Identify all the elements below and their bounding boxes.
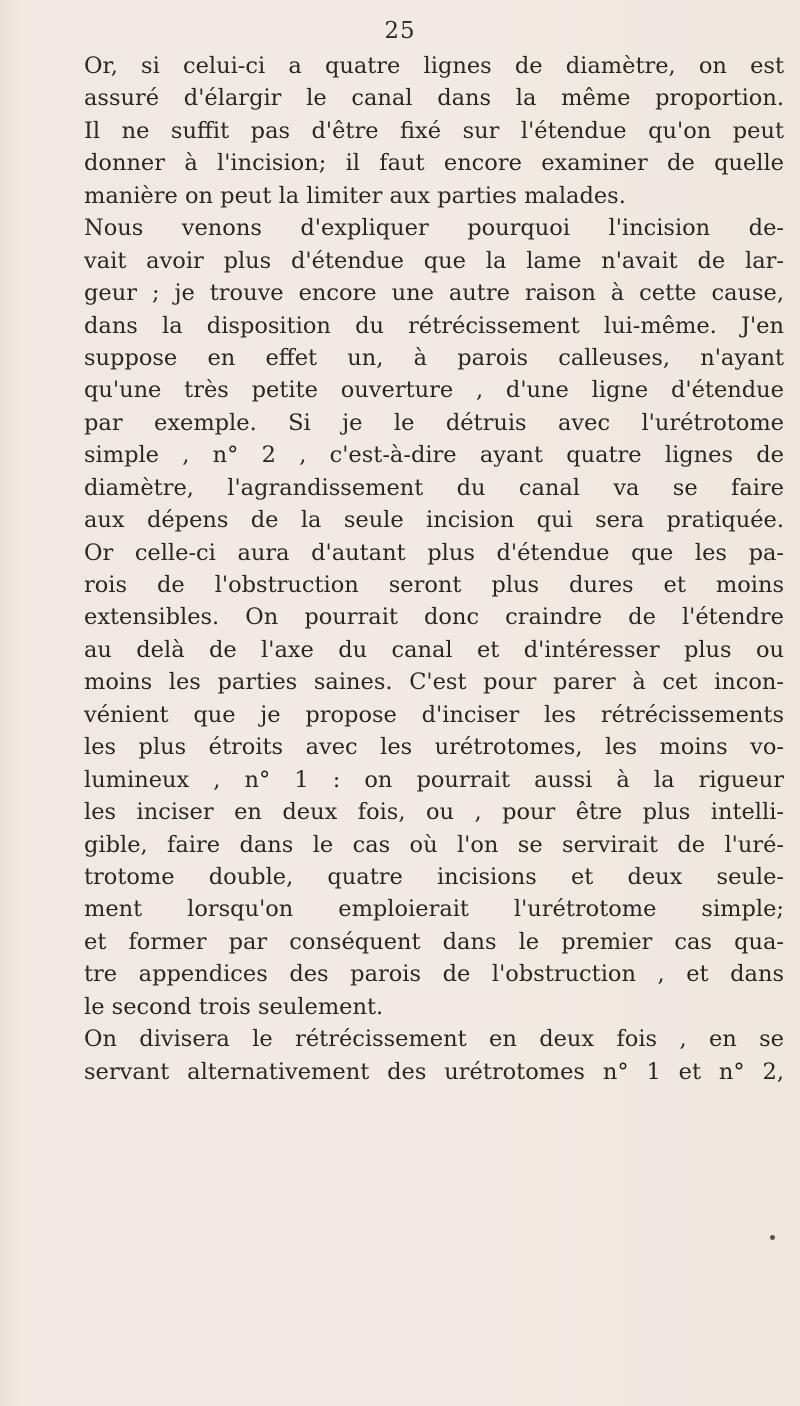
text-line: diamètre, l'agrandissement du canal va se faire [84,474,784,501]
text-line: simple , n° 2 , c'est-à-dire ayant quatre lignes de [84,442,784,469]
text-line: assuré d'élargir le canal dans la même proportion. [84,85,784,112]
text-line: Il ne suffit pas d'être fixé sur l'étendue qu'on peut [84,117,784,144]
text-line: Nous venons d'expliquer pourquoi l'incision de- [84,215,784,242]
text-line: Or, si celui-ci a quatre lignes de diamètre, on est [84,53,784,79]
text-line: manière on peut la limiter aux parties malades. [84,182,626,209]
text-line: au delà de l'axe du canal et d'intéresser plus ou [84,636,784,663]
text-line: aux dépens de la seule incision qui sera pratiquée. [84,507,784,534]
text-line: qu'une très petite ouverture , d'une ligne d'étendue [84,377,784,404]
text-line: On divisera le rétrécissement en deux fois , en se [84,1026,784,1053]
text-line: Or celle-ci aura d'autant plus d'étendue que les pa- [84,539,784,566]
text-line: geur ; je trouve encore une autre raison à cette cause, [84,280,784,307]
text-line: le second trois seulement. [84,993,384,1020]
text-line: dans la disposition du rétrécissement lui-même. J'en [84,312,784,339]
text-line: suppose en effet un, à parois calleuses, n'ayant [84,344,784,371]
text-line: servant alternativement des urétrotomes n° 1 et n° 2, [84,1058,784,1085]
ink-spot [770,1235,775,1240]
text-line: lumineux , n° 1 : on pourrait aussi à la rigueur [84,766,784,793]
text-line: rois de l'obstruction seront plus dures et moins [84,572,784,598]
page-number: 25 [384,18,416,44]
text-line: moins les parties saines. C'est pour parer à cet incon- [84,669,784,696]
text-line: donner à l'incision; il faut encore examiner de quelle [84,150,784,177]
text-line: ment lorsqu'on emploierait l'urétrotome simple; [84,896,784,923]
body-text [84,50,784,1088]
text-line: gible, faire dans le cas où l'on se servirait de l'uré- [84,831,784,858]
text-line: trotome double, quatre incisions et deux seule- [84,863,784,890]
text-line: vait avoir plus d'étendue que la lame n'avait de lar- [84,247,784,274]
text-line: et former par conséquent dans le premier cas qua- [84,928,784,955]
text-line: vénient que je propose d'inciser les rétrécissements [84,701,784,728]
text-line: les inciser en deux fois, ou , pour être plus intelli- [84,799,784,826]
text-line: les plus étroits avec les urétrotomes, les moins vo- [84,734,784,761]
text-line: par exemple. Si je le détruis avec l'urétrotome [84,409,784,436]
text-line: tre appendices des parois de l'obstruction , et dans [84,961,784,988]
text-line: extensibles. On pourrait donc craindre de l'étendre [84,604,784,631]
